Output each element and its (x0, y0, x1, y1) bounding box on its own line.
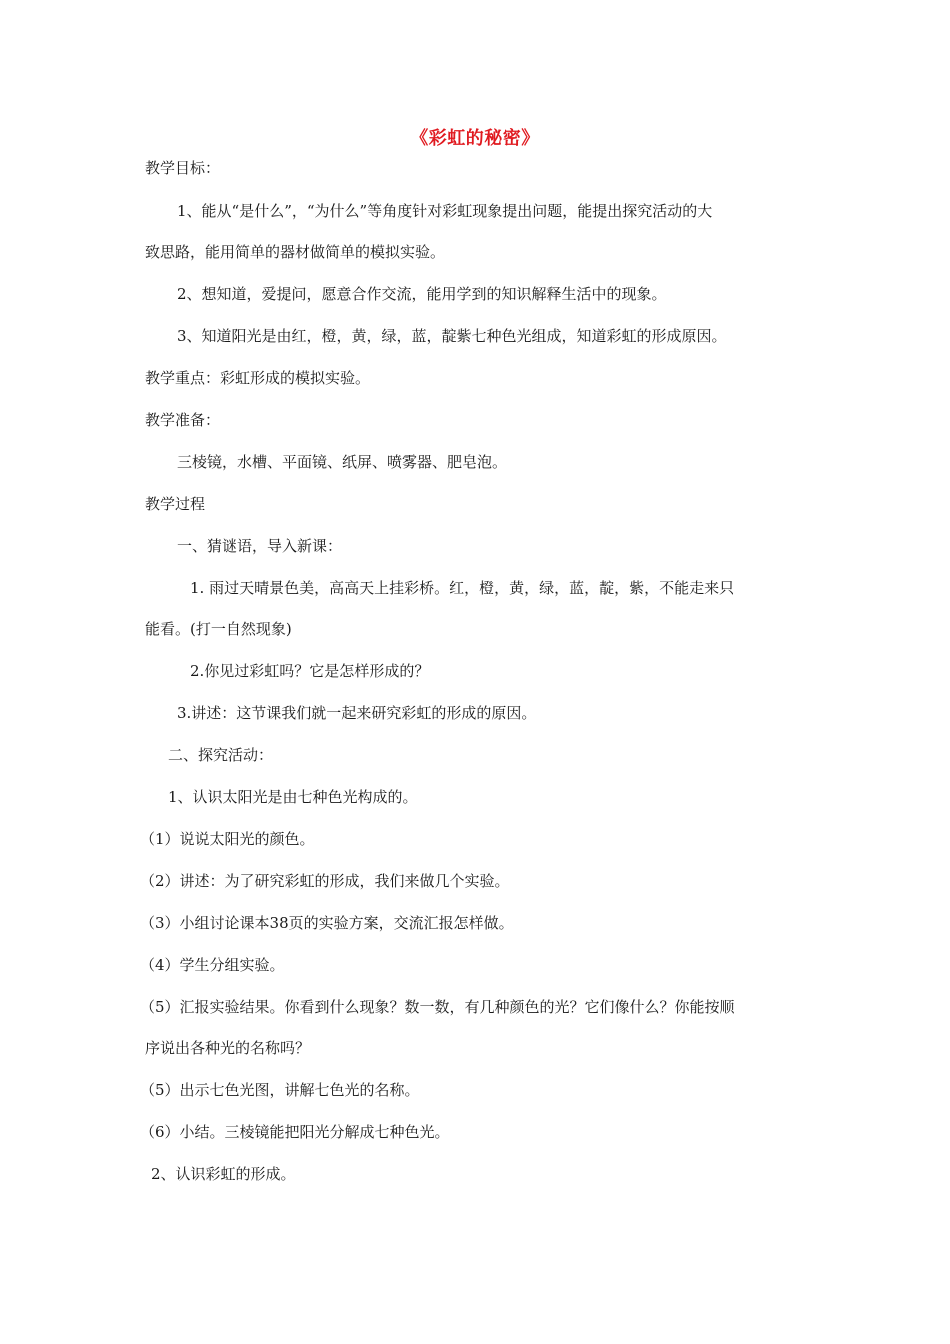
step-6: （6）小结。三棱镜能把阳光分解成七种色光。 (140, 1123, 450, 1141)
step-1: （1）说说太阳光的颜色。 (140, 830, 315, 848)
section-1-heading: 一、猜谜语，导入新课： (177, 537, 343, 555)
step-5-line-1: （5）汇报实验结果。你看到什么现象？数一数，有几种颜色的光？它们像什么？你能按顺 (140, 998, 735, 1016)
step-5b: （5）出示七色光图，讲解七色光的名称。 (140, 1081, 420, 1099)
activity-2: 2、认识彩虹的形成。 (151, 1165, 296, 1183)
key-point: 教学重点：彩虹形成的模拟实验。 (145, 369, 371, 387)
objective-1-line-1: 1、能从“是什么”，“为什么”等角度针对彩虹现象提出问题，能提出探究活动的大 (177, 202, 713, 220)
heading-process: 教学过程 (145, 495, 206, 513)
section-2-heading: 二、探究活动： (168, 746, 274, 764)
materials: 三棱镜，水槽、平面镜、纸屏、喷雾器、肥皂泡。 (177, 453, 508, 471)
document-title: 《彩虹的秘密》 (410, 128, 540, 149)
step-2: （2）讲述：为了研究彩虹的形成，我们来做几个实验。 (140, 872, 510, 890)
riddle-line-1: 1. 雨过天晴景色美，高高天上挂彩桥。红，橙，黄，绿，蓝，靛，紫，不能走来只 (190, 579, 735, 597)
heading-objectives: 教学目标： (145, 159, 221, 177)
statement-3: 3.讲述：这节课我们就一起来研究彩虹的形成的原因。 (177, 704, 537, 722)
objective-1-line-2: 致思路，能用简单的器材做简单的模拟实验。 (145, 243, 446, 261)
riddle-line-2: 能看。(打一自然现象) (145, 620, 292, 638)
objective-2: 2、想知道，爱提问，愿意合作交流，能用学到的知识解释生活中的现象。 (177, 285, 667, 303)
heading-preparation: 教学准备： (145, 411, 221, 429)
question-2: 2.你见过彩虹吗？它是怎样形成的？ (190, 662, 430, 680)
step-3: （3）小组讨论课本38页的实验方案，交流汇报怎样做。 (140, 914, 514, 932)
step-5-line-2: 序说出各种光的名称吗？ (145, 1039, 311, 1057)
activity-1: 1、认识太阳光是由七种色光构成的。 (168, 788, 418, 806)
objective-3: 3、知道阳光是由红，橙，黄，绿，蓝，靛紫七种色光组成，知道彩虹的形成原因。 (177, 327, 727, 345)
step-4: （4）学生分组实验。 (140, 956, 285, 974)
